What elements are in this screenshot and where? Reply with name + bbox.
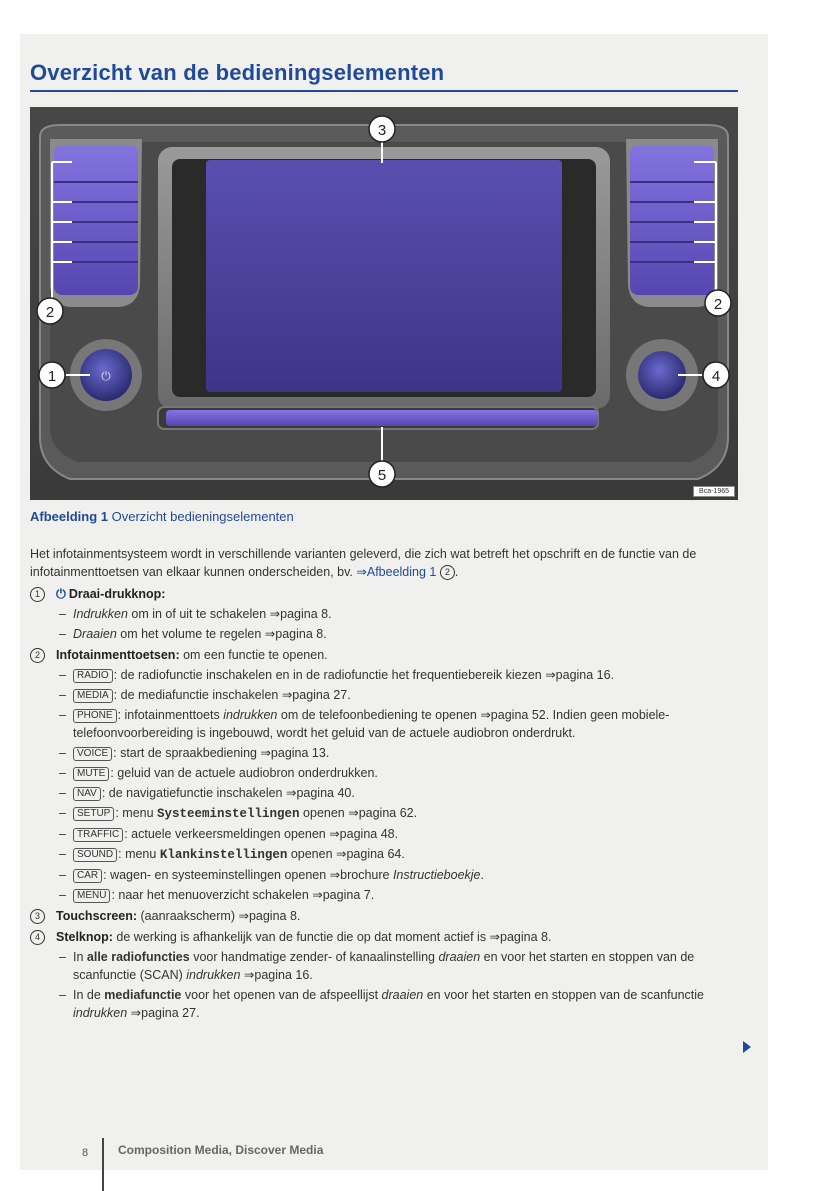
right-buttons [630,145,714,295]
key-label: NAV [73,787,101,801]
page-title: Overzicht van de bedieningselementen [30,60,445,85]
item-number: 3 [30,909,45,924]
svg-text:2: 2 [713,296,723,313]
sub-item: – In de mediafunctie voor het openen van de afspeellijst draaien en voor het starten en stoppen van de scanfunctie indrukken ⇒pagina 27. [56,986,742,1022]
key-label: RADIO [73,669,113,683]
item-title: Touchscreen: [56,909,138,923]
control-list [30,585,742,1025]
key-label: MUTE [73,767,109,781]
next-page-arrow-icon[interactable] [743,1041,751,1053]
key-label: MEDIA [73,689,113,703]
callout-4 [703,362,729,388]
device-figure [30,107,738,500]
key-item-menu: – MENU : naar het menuoverzicht schakelen ⇒pagina 7. [56,886,742,904]
page-number: 8 [82,1147,89,1159]
intro-text: Het infotainmentsysteem wordt in verschillende varianten geleverd, die zich wat betreft het opschrift en de functie van de infotainmenttoetsen van elkaar kunnen onderscheiden, bv. [30,546,697,579]
svg-text:5: 5 [377,467,387,484]
touchscreen [206,160,562,392]
key-label: SOUND [73,848,117,862]
key-item-sound: – SOUND : menu Klankinstellingen openen ⇒pagina 64. [56,845,742,864]
callout-1 [39,362,65,388]
figure-link[interactable]: ⇒Afbeelding 1 [356,564,437,579]
key-item-traffic: – TRAFFIC : actuele verkeersmeldingen openen ⇒pagina 48. [56,825,742,843]
figure-caption [30,509,294,524]
power-icon: ⏻ [56,587,66,601]
item-stelknop: 4 Stelknop: de werking is afhankelijk van de functie die op dat moment actief is ⇒pagina 8. – In alle radiofuncties voor handmatige zender- of kanaalinstelling draaien en voor het starten en stoppen van de scanfunctie (SCAN) indrukken ⇒pagina 16. – In de mediafunctie voor het openen van de afspeellijst draaien en voor het starten en stoppen van de scanfunctie indrukken ⇒pagina 27. [30,928,742,1022]
figure-id: Bсa-1965 [693,486,735,497]
sub-item: – In alle radiofuncties voor handmatige zender- of kanaalinstelling draaien en voor het starten en stoppen van de scanfunctie (SCAN) indrukken ⇒pagina 16. [56,948,742,984]
footer-rule [102,1138,104,1191]
infotainment-unit-illustration [30,107,738,500]
key-item-nav: – NAV : de navigatiefunctie inschakelen ⇒pagina 40. [56,784,742,802]
svg-text:4: 4 [711,368,721,385]
callout-2-right [705,290,731,316]
item-draai-drukknop [30,585,742,643]
sub-item: – Draaien om het volume te regelen ⇒pagina 8. [56,625,742,643]
caption-text: Overzicht bedieningselementen [111,509,294,524]
key-label: MENU [73,889,110,903]
callout-5 [369,461,395,487]
intro-paragraph: Het infotainmentsysteem wordt in verschillende varianten geleverd, die zich wat betreft het opschrift en de functie van de infotainmenttoetsen van elkaar kunnen onderscheiden, bv. ⇒Afbeelding 1 2 . [30,546,697,579]
key-item-radio: – RADIO : de radiofunctie inschakelen en in de radiofunctie het frequentiebereik kiezen ⇒pagina 16. [56,666,742,684]
item-infotainmenttoetsen: 2 Infotainmenttoetsen: om een functie te openen. – RADIO : de radiofunctie inschakelen en in de radiofunctie het frequentiebereik kiezen ⇒pagina 16. – MEDIA : de mediafunctie inschakelen ⇒pagina 27. – PHONE : infotainmenttoets indrukken om de telefoonbediening te openen ⇒pagina 52. Indien geen mobiele-telefoonvoorbereiding is ingebouwd, wordt het geluid van de actuele audiobron onderdrukt. – VOICE : start de spraakbediening ⇒pagina 13. – MUTE : geluid van de actuele audiobron onderdrukken. – NAV : de navigatiefunctie inschakelen ⇒pagina 40. – SETUP : menu Systeeminstellingen openen ⇒pagina 62. – TRAFFIC : actuele verkeersmeldingen openen ⇒pagina 48. – SOUND : menu Klankinstellingen openen ⇒pagina 64. – CAR : wagen- en systeeminstellingen openen ⇒brochure Instructieboekje. – MENU : naar het menuoverzicht schakelen ⇒pagina 7. [30,646,742,904]
left-buttons [54,145,138,295]
key-label: VOICE [73,747,112,761]
sub-list [56,948,742,1022]
caption-label: Afbeelding 1 [30,509,109,524]
key-item-mute: – MUTE : geluid van de actuele audiobron onderdrukken. [56,764,742,782]
item-number: 1 [30,587,45,602]
key-label: TRAFFIC [73,828,123,842]
item-touchscreen: 3 Touchscreen: (aanraakscherm) ⇒pagina 8. [30,907,742,925]
item-number: 2 [30,648,45,663]
svg-text:3: 3 [377,122,387,139]
item-title: Infotainmenttoetsen: [56,648,180,662]
key-label: SETUP [73,807,114,821]
sub-item: – Indrukken om in of uit te schakelen ⇒pagina 8. [56,605,742,623]
key-item-media: – MEDIA : de mediafunctie inschakelen ⇒pagina 27. [56,686,742,704]
svg-text:1: 1 [47,368,57,385]
footer-text: Composition Media, Discover Media [118,1143,324,1157]
callout-3 [369,116,395,142]
key-item-phone: – PHONE : infotainmenttoets indrukken om de telefoonbediening te openen ⇒pagina 52. Indien geen mobiele-telefoonvoorbereiding is ingebouwd, wordt het geluid van de actuele audiobron onderdrukt. [56,706,742,742]
key-label: PHONE [73,709,117,723]
item-number: 4 [30,930,45,945]
key-item-voice: – VOICE : start de spraakbediening ⇒pagina 13. [56,744,742,762]
svg-text:2: 2 [45,304,55,321]
key-label: CAR [73,869,102,883]
item-title: Stelknop: [56,930,113,944]
intro-callout: 2 [440,565,455,580]
sub-list [56,605,742,643]
callout-2-left [37,298,63,324]
key-item-car: – CAR : wagen- en systeeminstellingen openen ⇒brochure Instructieboekje. [56,866,742,884]
key-list [56,666,742,904]
bottom-bar [166,410,598,426]
title-rule [30,90,738,92]
item-title: Draai-drukknop: [68,587,166,601]
key-item-setup: – SETUP : menu Systeeminstellingen openen ⇒pagina 62. [56,804,742,823]
power-icon: ⏻ [101,369,111,383]
